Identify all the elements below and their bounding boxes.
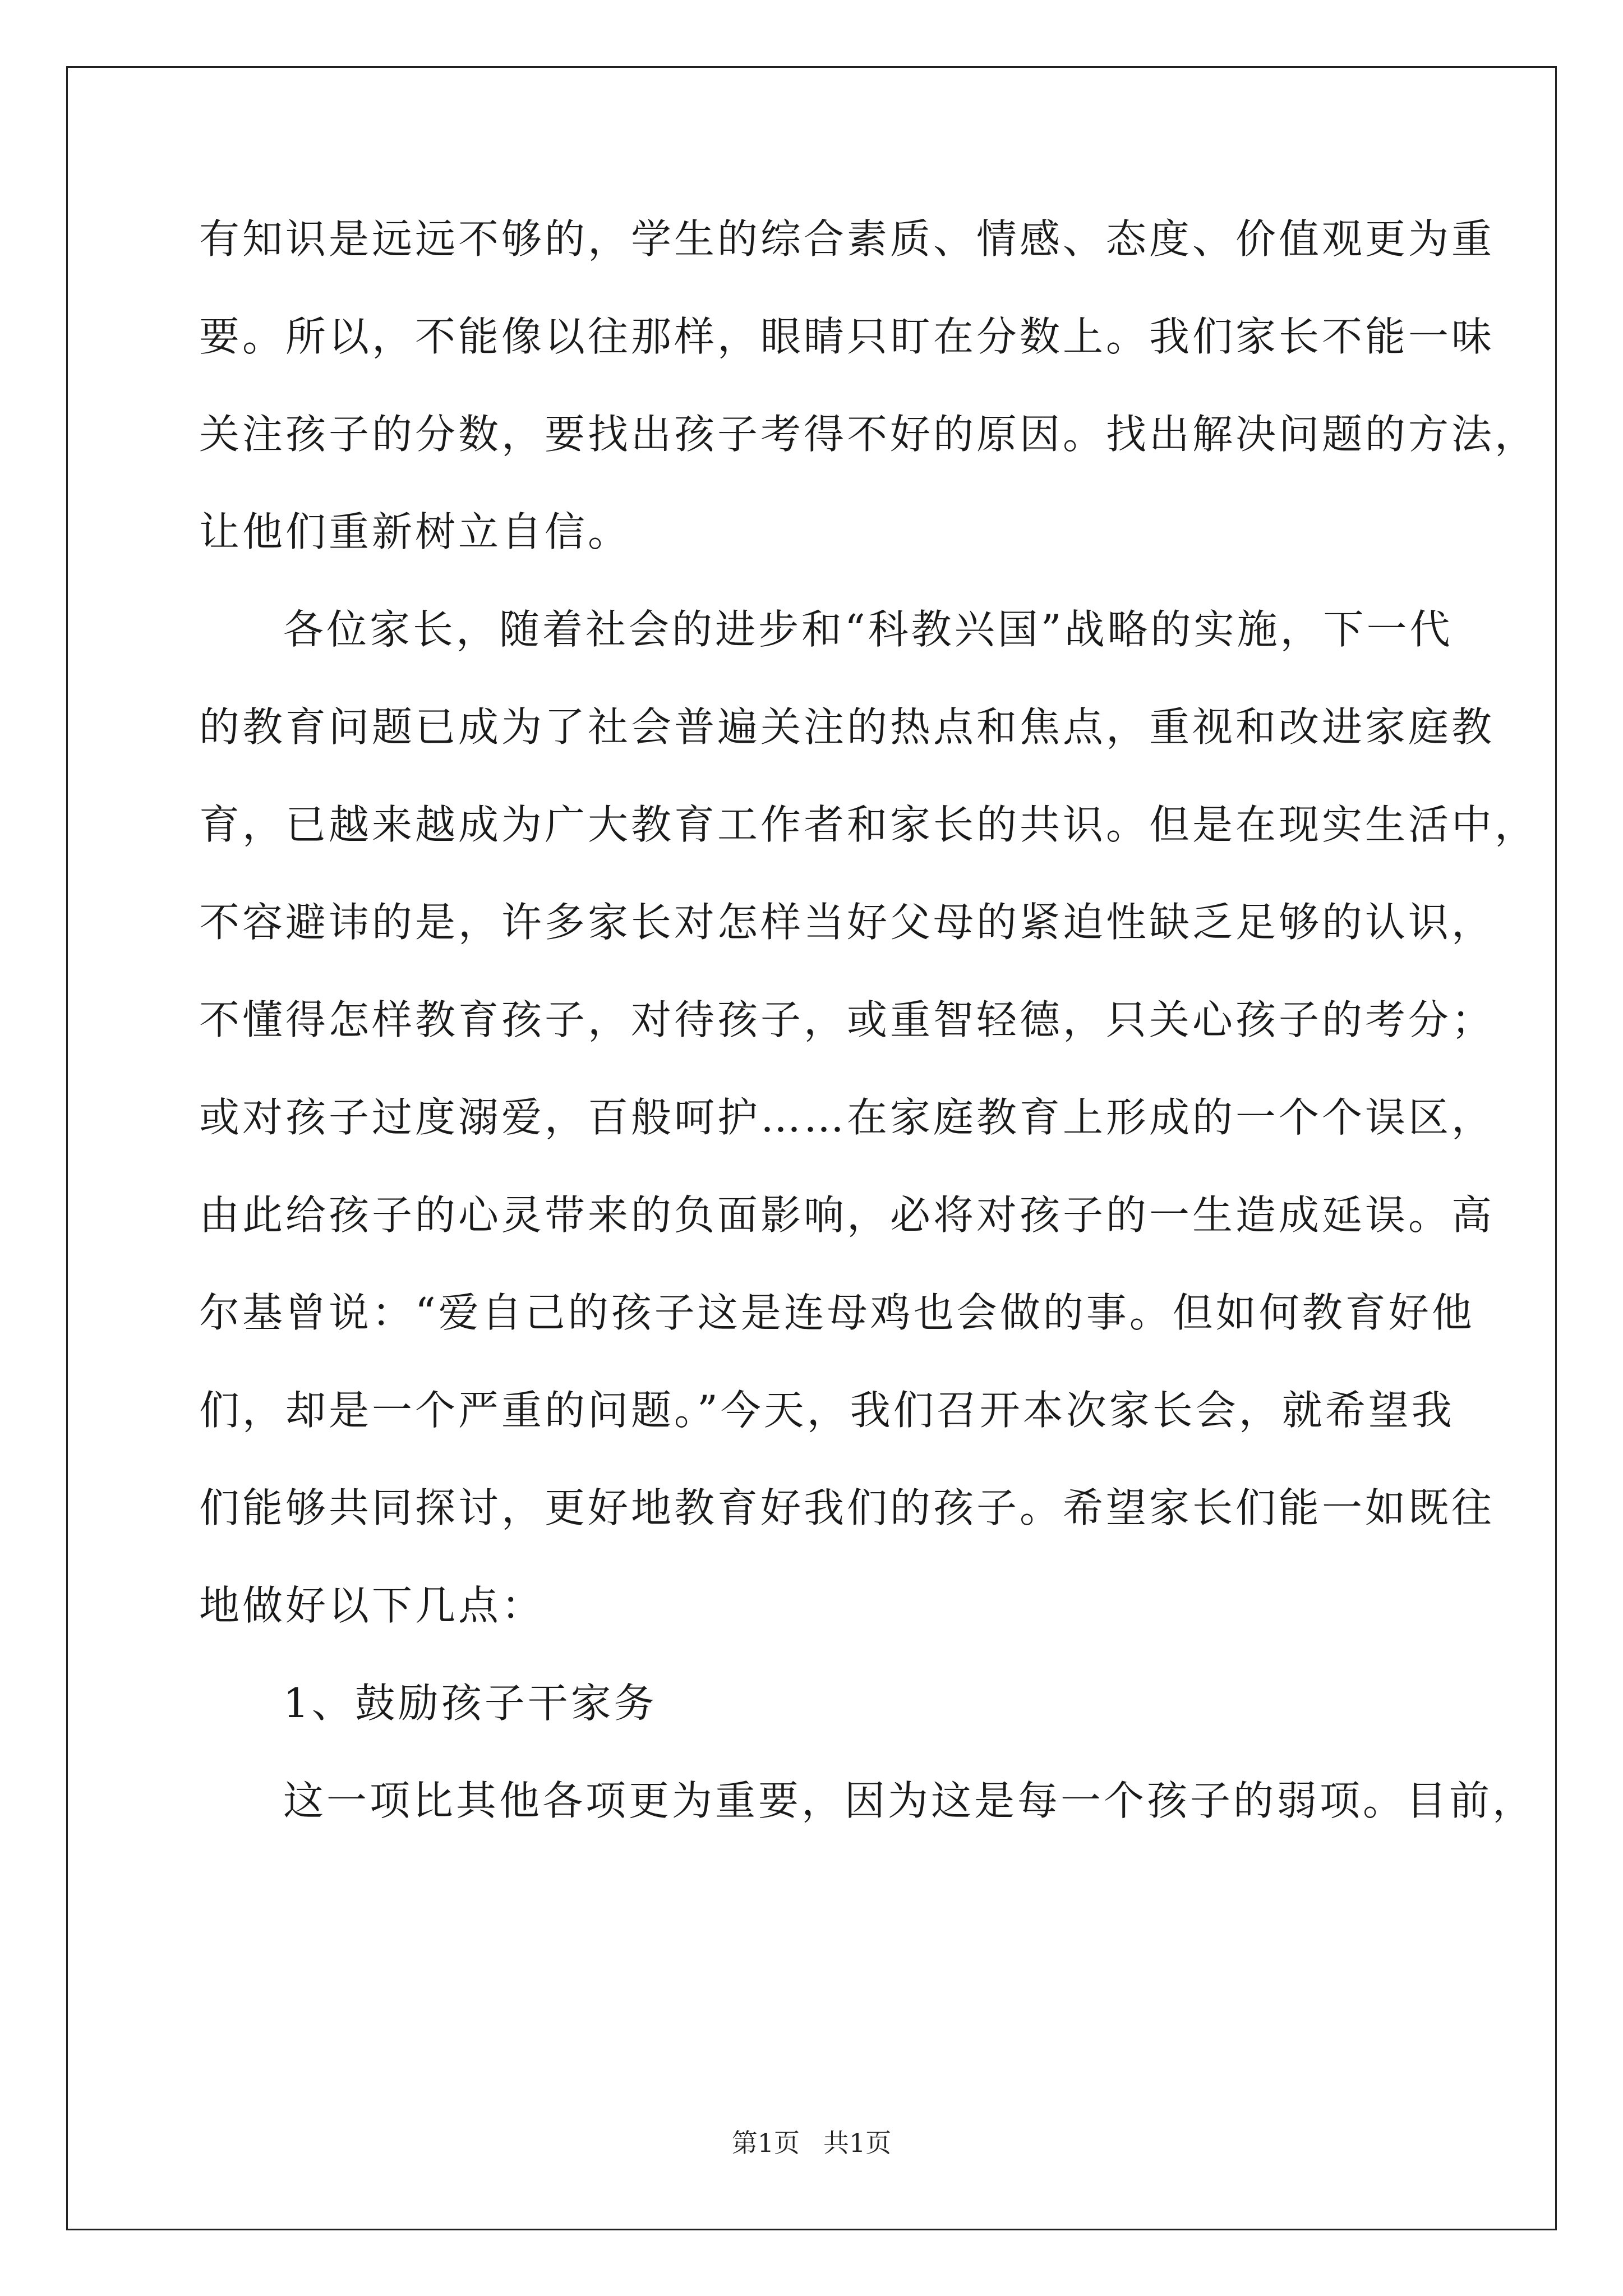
section-heading: 1、鼓励孩子干家务 bbox=[283, 1680, 657, 1727]
text-line-2: 要。所以，不能像以往那样，眼睛只盯在分数上。我们家长不能一味 bbox=[199, 313, 1495, 360]
page-footer bbox=[0, 2126, 1623, 2160]
text-line-9: 不懂得怎样教育孩子，对待孩子，或重智轻德，只关心孩子的考分； bbox=[199, 996, 1495, 1043]
text-line-4: 让他们重新树立自信。 bbox=[199, 508, 631, 555]
text-line-17: 这一项比其他各项更为重要，因为这是每一个孩子的弱项。目前， bbox=[283, 1777, 1536, 1824]
text-line-8: 不容避讳的是，许多家长对怎样当好父母的紧迫性缺乏足够的认识， bbox=[199, 899, 1495, 946]
page-border bbox=[66, 66, 1557, 2230]
text-line-13: 们，却是一个严重的问题。”今天，我们召开本次家长会，就希望我 bbox=[199, 1387, 1455, 1434]
text-line-7: 育，已越来越成为广大教育工作者和家长的共识。但是在现实生活中， bbox=[199, 801, 1538, 848]
text-line-15: 地做好以下几点： bbox=[199, 1582, 545, 1629]
text-line-1: 有知识是远远不够的，学生的综合素质、情感、态度、价值观更为重 bbox=[199, 215, 1495, 263]
page-number-current: 第1页 bbox=[731, 2128, 800, 2158]
text-line-5: 各位家长，随着社会的进步和“科教兴国”战略的实施，下一代 bbox=[283, 606, 1453, 653]
text-line-10: 或对孩子过度溺爱，百般呵护……在家庭教育上形成的一个个误区， bbox=[199, 1094, 1495, 1141]
text-line-3: 关注孩子的分数，要找出孩子考得不好的原因。找出解决问题的方法， bbox=[199, 411, 1538, 458]
page-number-total: 共1页 bbox=[823, 2128, 892, 2158]
text-line-12: 尔基曾说：“爱自己的孩子这是连母鸡也会做的事。但如何教育好他 bbox=[199, 1289, 1475, 1336]
text-line-6: 的教育问题已成为了社会普遍关注的热点和焦点，重视和改进家庭教 bbox=[199, 703, 1495, 751]
text-line-11: 由此给孩子的心灵带来的负面影响，必将对孩子的一生造成延误。高 bbox=[199, 1191, 1495, 1239]
text-line-14: 们能够共同探讨，更好地教育好我们的孩子。希望家长们能一如既往 bbox=[199, 1484, 1495, 1531]
